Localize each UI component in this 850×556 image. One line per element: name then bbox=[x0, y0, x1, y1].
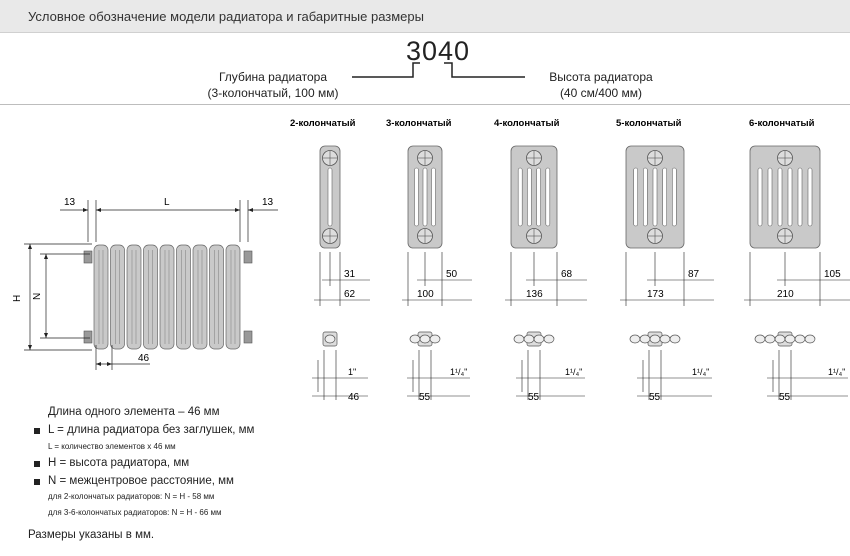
bullet-icon bbox=[34, 479, 40, 485]
depth-label: Глубина радиатора bbox=[218, 70, 328, 84]
radiator-section bbox=[127, 245, 141, 349]
column-variant-3 bbox=[386, 118, 472, 403]
radiator-section bbox=[94, 245, 108, 349]
model-code: 3040 bbox=[406, 36, 471, 66]
pipe-size: 1¹/₄" bbox=[828, 367, 846, 377]
radiator-section bbox=[210, 245, 224, 349]
column-variant-4 bbox=[494, 118, 587, 403]
depth-value: 62 bbox=[344, 289, 356, 300]
column-variant-6 bbox=[744, 118, 850, 403]
header-title: Условное обозначение модели радиатора и габаритные размеры bbox=[28, 9, 424, 24]
height-label: Высота радиатора bbox=[549, 70, 653, 84]
dim-46: 46 bbox=[138, 353, 150, 364]
pipe-size: 1" bbox=[348, 367, 357, 377]
pitch-value: 55 bbox=[649, 392, 661, 403]
depth-half-value: 87 bbox=[688, 269, 700, 280]
plug-icon bbox=[244, 331, 252, 343]
note-N-multi: для 3-6-колончатых радиаторов: N = H - 66 мм bbox=[48, 508, 222, 517]
radiator-section bbox=[111, 245, 125, 349]
note-N-two: для 2-колончатых радиаторов: N = H - 58 мм bbox=[48, 492, 215, 501]
pipe-size: 1¹/₄" bbox=[692, 367, 710, 377]
note-L-calc: L = количество элементов x 46 мм bbox=[48, 442, 176, 451]
depth-value: 136 bbox=[526, 289, 543, 300]
note-N-def: N = межцентровое расстояние, мм bbox=[48, 475, 234, 487]
dim-H: H bbox=[12, 294, 23, 302]
pipe-size: 1¹/₄" bbox=[565, 367, 583, 377]
depth-value: 173 bbox=[647, 289, 664, 300]
column-title: 3-колончатый bbox=[386, 118, 452, 129]
dim-13-right: 13 bbox=[262, 197, 274, 208]
note-H-def: H = высота радиатора, мм bbox=[48, 457, 190, 469]
height-value: (40 см/400 мм) bbox=[559, 86, 643, 100]
depth-half-value: 105 bbox=[824, 269, 841, 280]
pitch-value: 55 bbox=[419, 392, 431, 403]
depth-value: 210 bbox=[777, 289, 794, 300]
column-title: 5-колончатый bbox=[616, 118, 682, 129]
dim-L: L bbox=[164, 197, 170, 208]
front-view-radiator bbox=[84, 245, 252, 349]
pitch-value: 55 bbox=[779, 392, 791, 403]
pipe-size: 1¹/₄" bbox=[450, 367, 468, 377]
radiator-section bbox=[193, 245, 207, 349]
radiator-section bbox=[160, 245, 174, 349]
note-units: Размеры указаны в мм. bbox=[28, 529, 155, 541]
note-L-def: L = длина радиатора без заглушек, мм bbox=[48, 424, 255, 436]
pitch-value: 46 bbox=[348, 392, 360, 403]
note-element-length: Длина одного элемента – 46 мм bbox=[48, 406, 220, 418]
column-variant-2 bbox=[290, 118, 370, 403]
column-variants bbox=[290, 118, 850, 403]
depth-half-value: 31 bbox=[344, 269, 356, 280]
column-title: 6-колончатый bbox=[749, 118, 815, 129]
radiator-section bbox=[226, 245, 240, 349]
depth-value: (3-колончатый, 100 мм) bbox=[207, 86, 339, 100]
bullet-icon bbox=[34, 461, 40, 467]
column-title: 2-колончатый bbox=[290, 118, 356, 129]
bullet-icon bbox=[34, 428, 40, 434]
depth-half-value: 50 bbox=[446, 269, 458, 280]
pitch-value: 55 bbox=[528, 392, 540, 403]
plug-icon bbox=[244, 251, 252, 263]
dim-N: N bbox=[32, 292, 43, 300]
column-variant-5 bbox=[616, 118, 714, 403]
plug-icon bbox=[84, 331, 92, 343]
depth-half-value: 68 bbox=[561, 269, 573, 280]
radiator-section bbox=[177, 245, 191, 349]
column-title: 4-колончатый bbox=[494, 118, 560, 129]
plug-icon bbox=[84, 251, 92, 263]
model-code-leaders bbox=[352, 63, 525, 77]
radiator-section bbox=[144, 245, 158, 349]
depth-value: 100 bbox=[417, 289, 434, 300]
dim-13-left: 13 bbox=[64, 197, 76, 208]
